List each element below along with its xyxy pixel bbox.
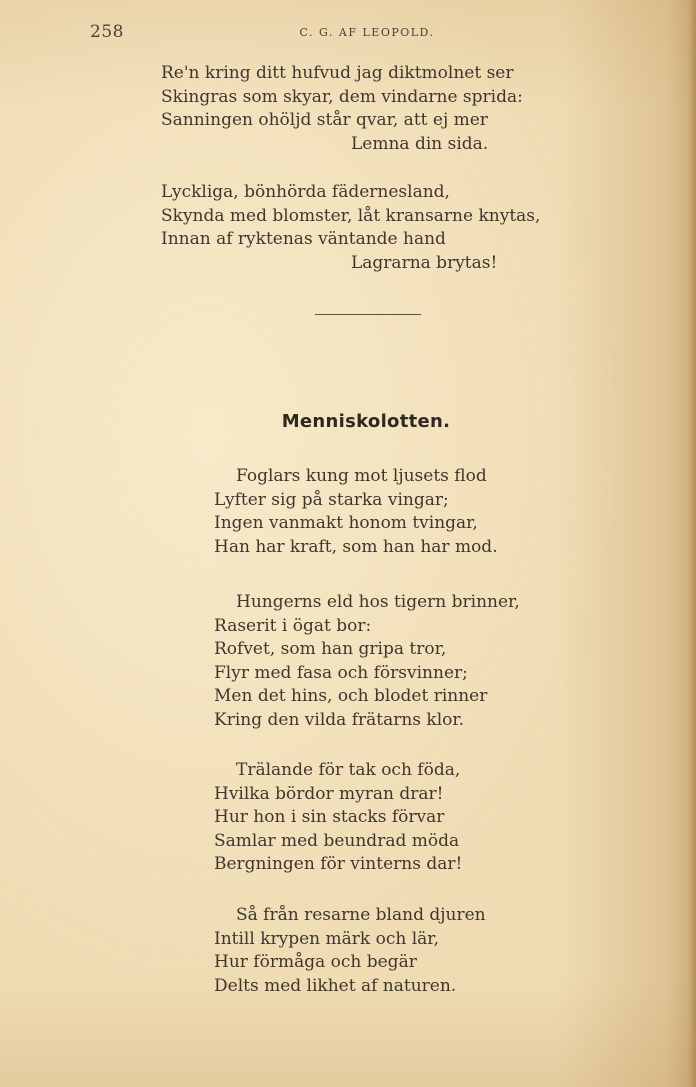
poem-stanza — [214, 591, 520, 732]
verse-line: Delts med likhet af naturen. — [214, 975, 457, 996]
verse-line: Ingen vanmakt honom tvingar, — [214, 513, 478, 533]
verse-line: Samlar med beundrad möda — [214, 830, 460, 851]
page-edge — [688, 0, 696, 1087]
verse-line: Flyr med fasa och försvinner; — [214, 662, 468, 683]
verse-line: Trälande för tak och föda, — [236, 760, 461, 780]
page-number: 258 — [90, 22, 124, 42]
verse-line: Rofvet, som han gripa tror, — [214, 639, 447, 659]
previous-poem-stanza — [161, 181, 540, 275]
verse-line: Sanningen ohöljd står qvar, att ej mer — [161, 110, 488, 130]
verse-line: Lyfter sig på starka vingar; — [214, 489, 449, 510]
running-head: C. G. AF LEOPOLD. — [299, 26, 435, 39]
verse-line: Så från resarne bland djuren — [236, 905, 486, 925]
verse-line: Hungerns eld hos tigern brinner, — [236, 592, 520, 612]
verse-line: Intill krypen märk och lär, — [214, 928, 439, 949]
poem-stanza — [214, 904, 486, 998]
verse-line: Hur hon i sin stacks förvar — [214, 807, 445, 827]
section-divider — [315, 314, 421, 315]
verse-line: Hvilka bördor myran drar! — [214, 783, 444, 804]
verse-line: Skynda med blomster, låt kransarne knytas, — [161, 205, 541, 226]
verse-line: Hur förmåga och begär — [214, 952, 417, 972]
poem-title: Menniskolotten. — [281, 411, 451, 432]
verse-line: Skingras som skyar, dem vindarne sprida: — [161, 86, 523, 107]
verse-line: Re'n kring ditt hufvud jag diktmolnet ser — [161, 63, 514, 83]
verse-line: Raserit i ögat bor: — [214, 615, 372, 636]
verse-line: Lagrarna brytas! — [351, 252, 498, 273]
page-header — [0, 22, 696, 44]
poem-stanza — [214, 465, 498, 559]
verse-line: Bergningen för vinterns dar! — [214, 854, 463, 874]
verse-line: Lyckliga, bönhörda fädernesland, — [161, 182, 450, 202]
verse-line: Innan af ryktenas väntande hand — [161, 229, 446, 249]
verse-line: Men det hins, och blodet rinner — [214, 686, 488, 706]
poem-stanza — [214, 759, 462, 877]
verse-line: Foglars kung mot ljusets flod — [236, 466, 487, 486]
verse-line: Kring den vilda frätarns klor. — [214, 709, 465, 730]
verse-line: Lemna din sida. — [351, 133, 489, 154]
previous-poem-stanza — [161, 62, 523, 156]
verse-line: Han har kraft, som han har mod. — [214, 536, 498, 557]
